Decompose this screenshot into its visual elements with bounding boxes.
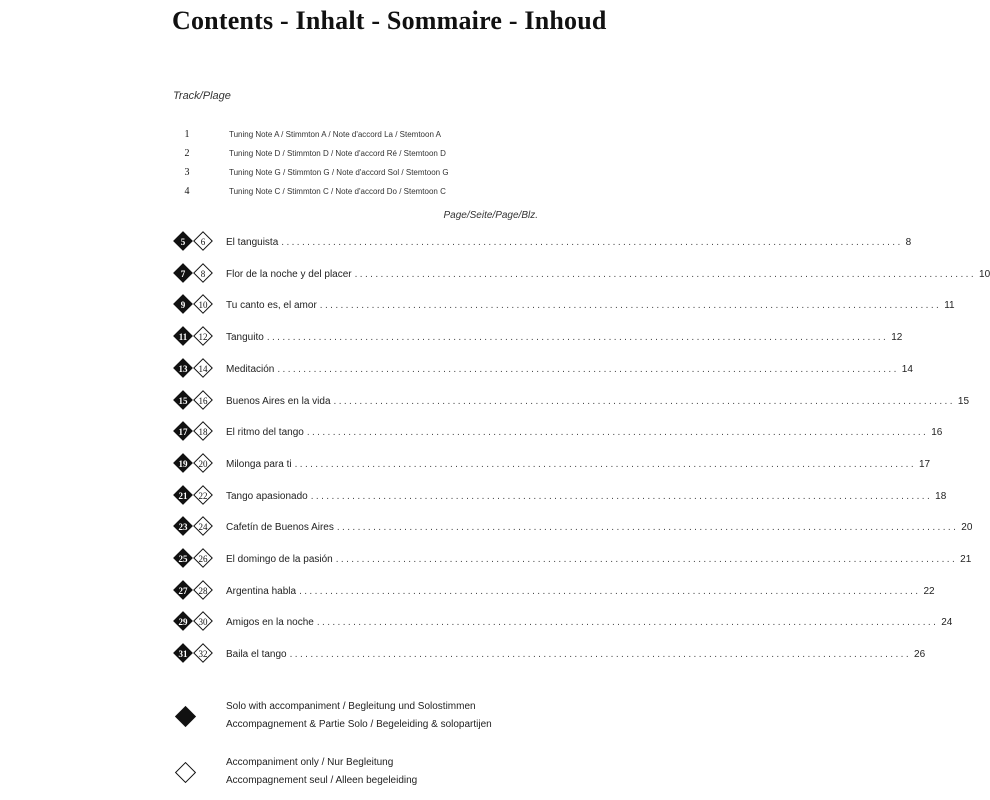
accompaniment-track-number: 30	[198, 617, 208, 627]
legend-item-solo	[172, 696, 592, 736]
entry-page-number: 26	[914, 648, 926, 660]
dot-leader: ........................................................................................................................	[335, 554, 958, 565]
filled-diamond-icon	[175, 706, 196, 727]
track-badge	[172, 232, 222, 252]
dot-leader: ........................................................................................................................	[316, 617, 939, 628]
solo-track-number: 19	[178, 459, 188, 469]
entry-page-number: 11	[944, 299, 955, 311]
solo-track-number: 29	[178, 617, 188, 627]
contents-entry	[172, 486, 947, 506]
entry-page-number: 24	[941, 616, 953, 628]
entry-title: Meditación	[226, 363, 275, 375]
entry-page-number: 12	[891, 331, 903, 343]
solo-track-number: 27	[178, 586, 188, 596]
contents-entry	[172, 517, 973, 537]
track-badge	[172, 581, 222, 601]
dot-leader: ........................................................................................................................	[310, 491, 933, 502]
entry-title: Milonga para ti	[226, 458, 292, 470]
entry-title: Buenos Aires en la vida	[226, 395, 331, 407]
dot-leader: ........................................................................................................................	[294, 459, 916, 470]
contents-entry	[172, 581, 935, 601]
legend-line: Accompagnement seul / Alleen begeleiding	[226, 775, 418, 786]
accompaniment-track-number: 28	[198, 586, 208, 596]
solo-track-number: 25	[178, 554, 188, 564]
accompaniment-track-number: 6	[200, 237, 206, 247]
entry-title: El ritmo del tango	[226, 426, 304, 438]
solo-track-number: 11	[178, 332, 188, 342]
contents-entry	[172, 232, 912, 252]
dot-leader: ........................................................................................................................	[336, 522, 959, 533]
dot-leader: ........................................................................................................................	[306, 427, 929, 438]
contents-entry	[172, 327, 903, 347]
entry-title: Argentina habla	[226, 585, 297, 597]
track-badge	[172, 486, 222, 506]
legend-text	[226, 754, 417, 790]
contents-entry	[172, 359, 913, 379]
legend-line: Accompaniment only / Nur Begleitung	[226, 757, 394, 768]
entry-page-number: 8	[905, 236, 912, 248]
solo-track-number: 31	[178, 649, 188, 659]
legend-item-accompaniment	[172, 752, 592, 792]
tuning-note-label: Tuning Note D / Stimmton D / Note d'accord Ré / Stemtoon D	[229, 148, 446, 158]
solo-track-number: 7	[180, 269, 186, 279]
dot-leader: ........................................................................................................................	[277, 364, 899, 375]
page-title: Contents - Inhalt - Sommaire - Inhoud	[172, 6, 607, 35]
solo-track-number: 23	[178, 522, 188, 532]
tuning-note-label: Tuning Note A / Stimmton A / Note d'accord La / Stemtoon A	[229, 129, 442, 139]
accompaniment-track-number: 32	[198, 649, 208, 659]
track-badge	[172, 422, 222, 442]
contents-entry	[172, 549, 972, 569]
entry-page-number: 16	[931, 426, 943, 438]
entry-page-number: 18	[935, 490, 947, 502]
entry-title: El tanguista	[226, 236, 279, 248]
tuning-note-row	[172, 184, 532, 198]
legend-line: Accompagnement & Partie Solo / Begeleiding & solopartijen	[226, 719, 492, 730]
entry-title: Flor de la noche y del placer	[226, 268, 352, 280]
solo-track-number: 5	[180, 237, 186, 247]
entry-title: Tu canto es, el amor	[226, 299, 317, 311]
accompaniment-track-number: 26	[198, 554, 208, 564]
dot-leader: ........................................................................................................................	[333, 396, 955, 407]
entry-title: El domingo de la pasión	[226, 553, 333, 565]
contents-entry	[172, 422, 943, 442]
dot-leader: ........................................................................................................................	[266, 332, 889, 343]
accompaniment-track-number: 8	[200, 269, 206, 279]
accompaniment-track-number: 12	[198, 332, 208, 342]
entry-title: Cafetín de Buenos Aires	[226, 521, 334, 533]
entry-page-number: 21	[960, 553, 972, 565]
solo-track-number: 15	[178, 396, 188, 406]
solo-track-number: 9	[180, 300, 186, 310]
dot-leader: ........................................................................................................................	[299, 586, 921, 597]
contents-entry	[172, 264, 990, 284]
track-number: 3	[184, 166, 190, 178]
entry-title: Baila el tango	[226, 648, 287, 660]
tuning-note-label: Tuning Note C / Stimmton C / Note d'accord Do / Stemtoon C	[229, 186, 446, 196]
tuning-note-row	[172, 146, 532, 160]
accompaniment-track-number: 22	[198, 491, 208, 501]
entry-page-number: 14	[901, 363, 913, 375]
accompaniment-track-number: 10	[198, 300, 208, 310]
entry-title: Amigos en la noche	[226, 616, 314, 628]
solo-track-number: 21	[178, 491, 188, 501]
track-badge	[172, 549, 222, 569]
track-header: Track/Plage	[173, 90, 231, 102]
dot-leader: ........................................................................................................................	[289, 649, 912, 660]
entry-page-number: 10	[979, 268, 990, 280]
page-column-header: Page/Seite/Page/Blz.	[443, 210, 538, 221]
track-number: 2	[184, 147, 190, 159]
accompaniment-track-number: 14	[198, 364, 208, 374]
track-badge	[172, 327, 222, 347]
accompaniment-track-number: 16	[198, 396, 208, 406]
track-badge	[172, 612, 222, 632]
dot-leader: ........................................................................................................................	[281, 237, 903, 248]
entry-page-number: 20	[961, 521, 973, 533]
tuning-note-label: Tuning Note G / Stimmton G / Note d'accord Sol / Stemtoon G	[229, 167, 449, 177]
legend-text	[226, 698, 492, 734]
entry-title: Tango apasionado	[226, 490, 308, 502]
track-badge	[172, 517, 222, 537]
dot-leader: ........................................................................................................................	[354, 269, 977, 280]
outline-diamond-icon	[175, 762, 196, 783]
legend-line: Solo with accompaniment / Begleitung und Solostimmen	[226, 701, 476, 712]
tuning-note-row	[172, 127, 532, 141]
entry-title: Tanguito	[226, 331, 264, 343]
dot-leader: ........................................................................................................................	[319, 300, 942, 311]
entry-page-number: 15	[957, 395, 970, 407]
accompaniment-track-number: 18	[198, 427, 208, 437]
track-badge	[172, 264, 222, 284]
solo-track-number: 13	[178, 364, 188, 374]
accompaniment-track-number: 20	[198, 459, 208, 469]
solo-track-number: 17	[178, 427, 188, 437]
track-badge	[172, 391, 222, 411]
accompaniment-track-number: 24	[198, 522, 208, 532]
entry-page-number: 22	[923, 585, 935, 597]
track-number: 1	[184, 128, 190, 140]
track-badge	[172, 359, 222, 379]
track-number: 4	[184, 185, 190, 197]
entry-page-number: 17	[919, 458, 931, 470]
tuning-note-row	[172, 165, 532, 179]
track-badge	[172, 454, 222, 474]
track-badge	[172, 295, 222, 315]
contents-entry	[172, 454, 931, 474]
track-badge	[172, 644, 222, 664]
contents-entry	[172, 612, 953, 632]
contents-entry	[172, 644, 926, 664]
contents-entry	[172, 391, 970, 411]
contents-entry	[172, 295, 955, 315]
